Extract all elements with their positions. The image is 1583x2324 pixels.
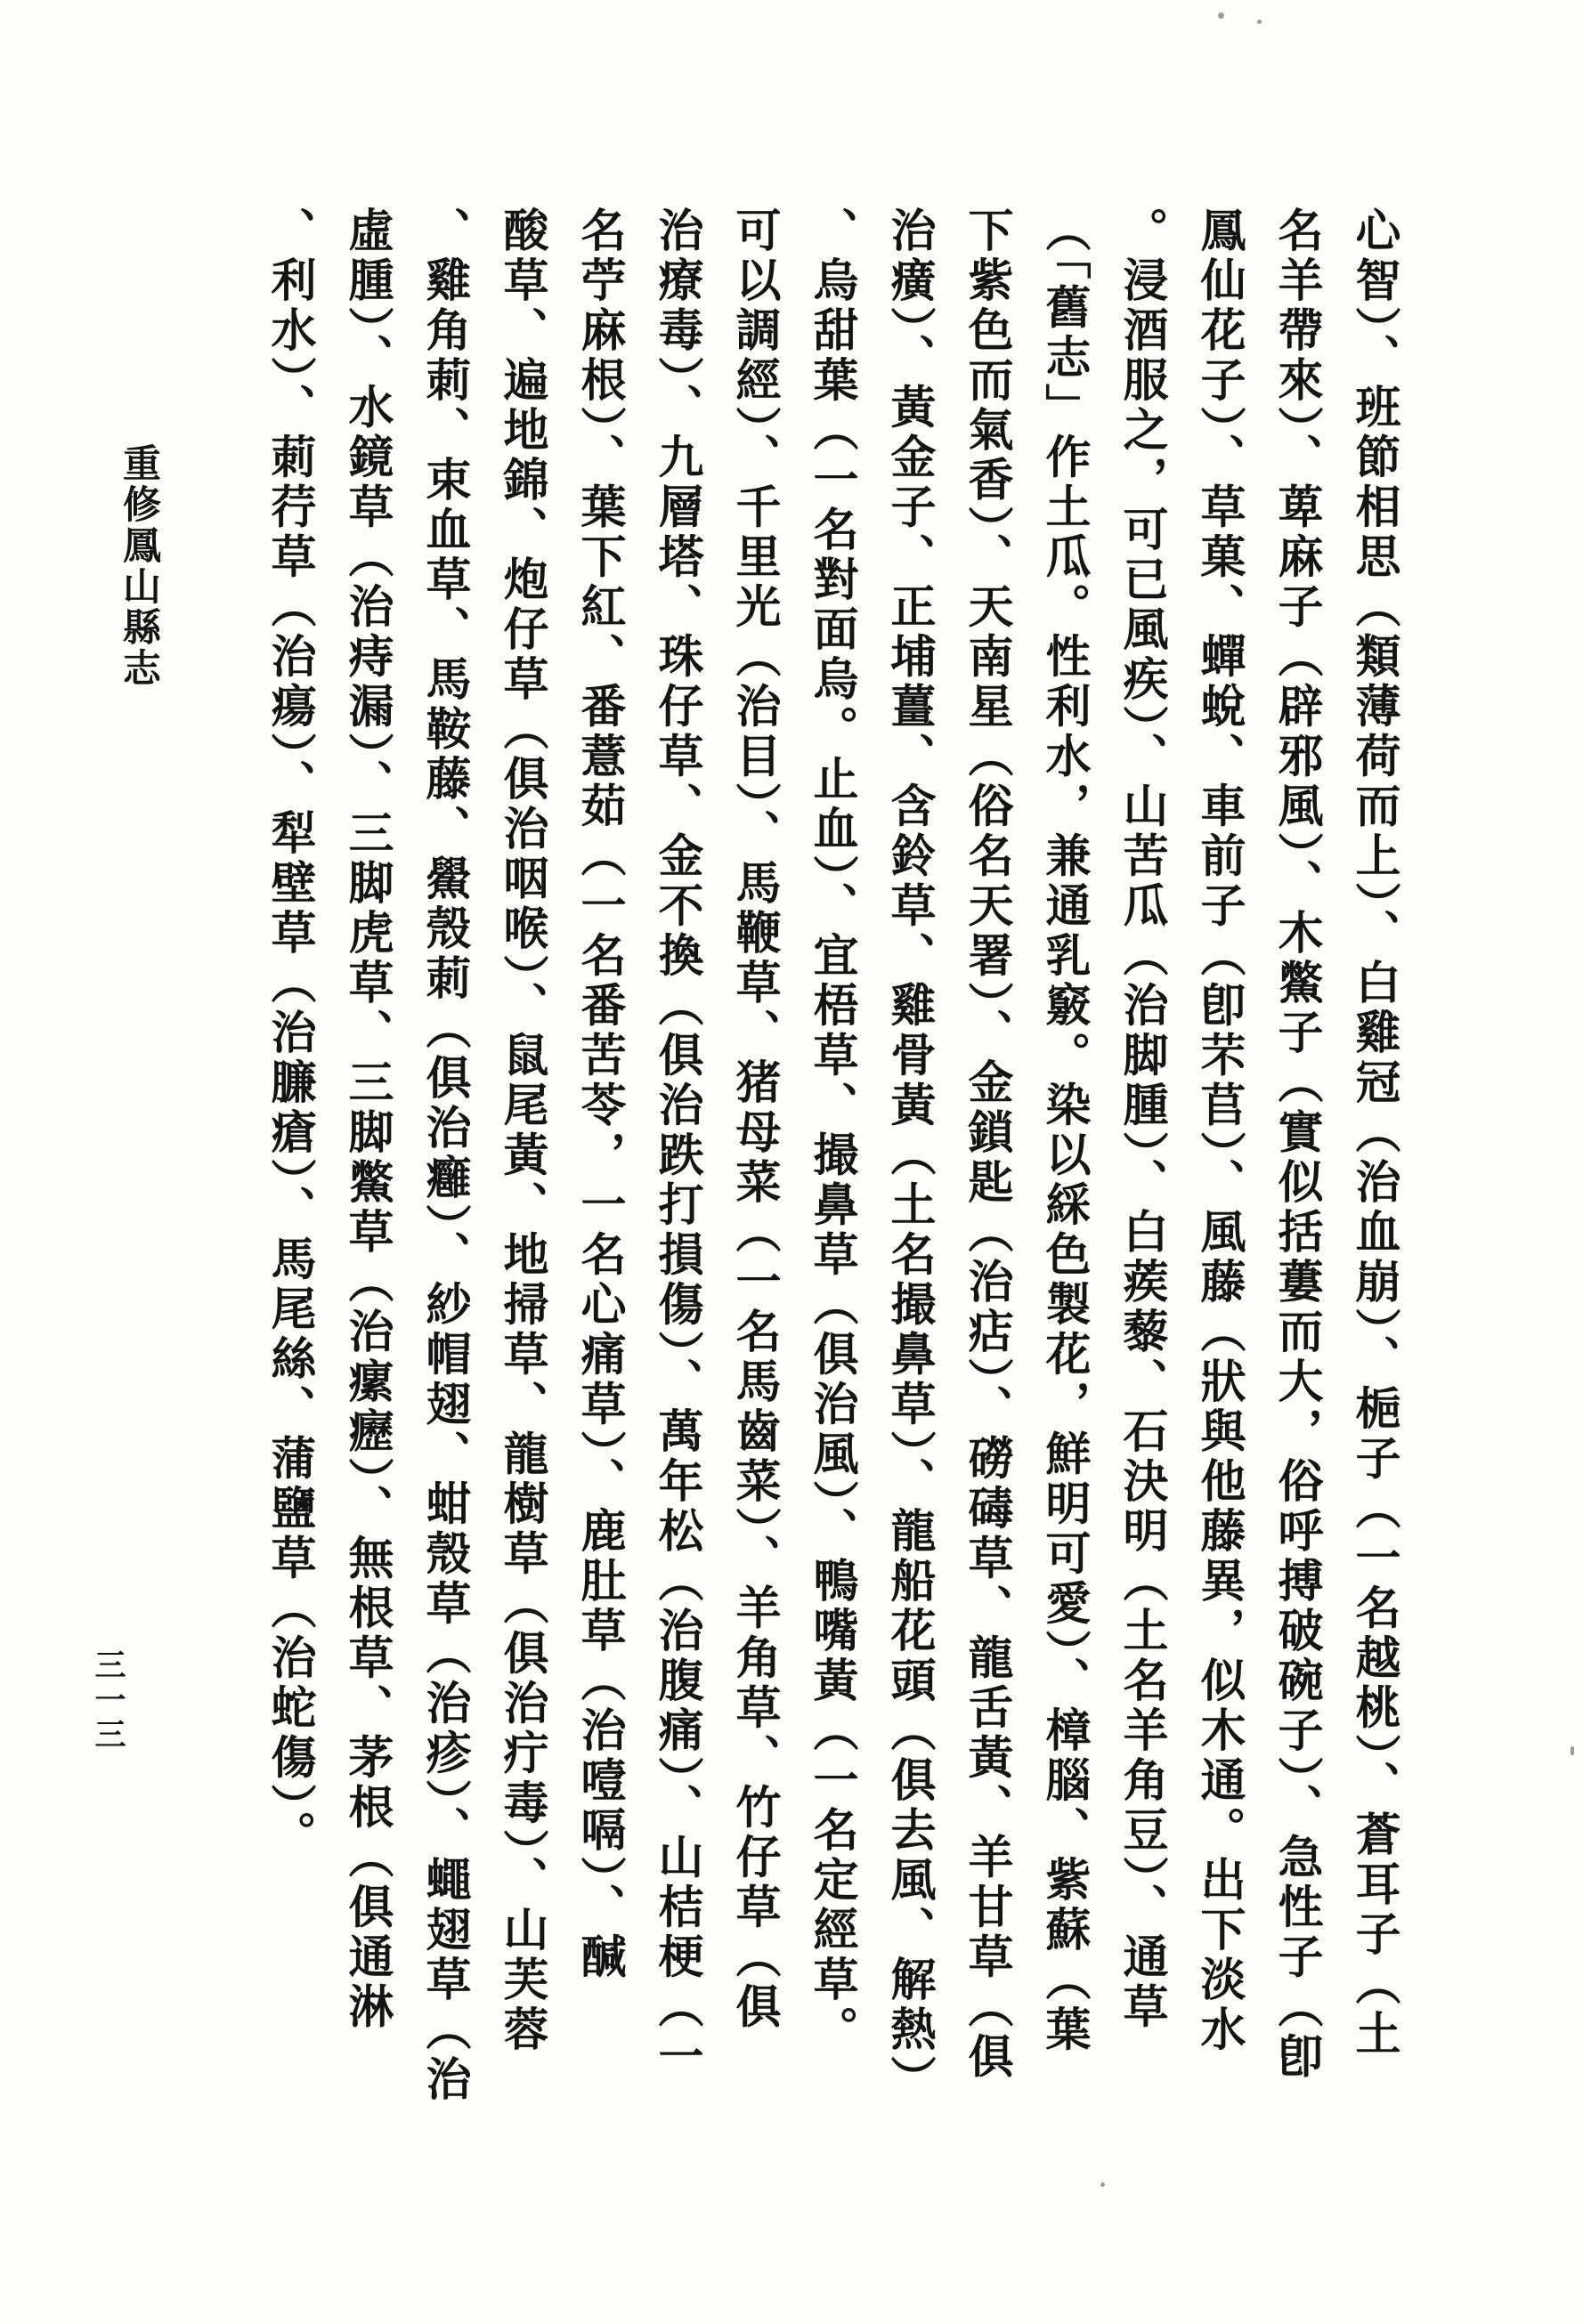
text-column-8: 、烏甜葉（一名對面烏。止血）、宜梧草、撮鼻草（俱治風）、鴨嘴黃（一名定經草。 [806,206,856,2055]
scan-artifact [1100,2182,1105,2187]
text-column-1: 心智）、班節相思（類薄荷而上）、白雞冠（治血崩）、梔子（一名越桃）、蒼耳子（土 [1348,206,1398,2060]
page-number: 三一三 [91,1648,126,1753]
text-column-5: （「舊志」作土瓜。性利水，兼通乳竅。染以綵色製花，鮮明可愛）、樟腦、紫蘇（葉 [1038,206,1088,2055]
text-column-14: 虛腫）、水鏡草（治痔漏）、三脚虎草、三脚鱉草（治瘰癧）、無根草、茅根（俱通淋 [341,206,391,2033]
text-column-13: 、雞角莿、束血草、馬鞍藤、鱟殼莿（俱治癰）、紗帽翅、蚶殼草（治疹）、蠅翅草（治 [418,206,468,2105]
text-column-9: 可以調經）、千里光（治目）、馬鞭草、猪母菜（一名馬齒菜）、羊角草、竹仔草（俱 [728,206,778,2033]
text-column-6: 下紫色而氣香）、天南星（俗名天署）、金鎖匙（治痁）、磱碡草、龍舌黃、羊甘草（俱 [961,206,1011,2083]
text-column-3: 鳳仙花子）、草菓、蟬蛻、車前子（卽芣苢）、風藤（狀與他藤異，似木通。出下淡水 [1193,206,1243,2055]
scan-artifact [1257,20,1262,24]
scan-artifact [1571,1746,1574,1755]
text-column-7: 治癀）、黃金子、正埔薑、含鈴草、雞骨黃（土名撮鼻草）、龍船花頭（俱去風、解熱） [883,206,933,2105]
text-column-2: 名羊帶來）、萆麻子（辟邪風）、木鱉子（實似括蔞而大，俗呼搏破碗子）、急性子（卽 [1270,206,1320,2083]
book-title: 重修鳳山縣志 [118,443,159,689]
text-column-4: 。浸酒服之，可已風疾）、山苦瓜（治脚腫）、白蒺藜、石決明（土名羊角豆）、通草 [1116,206,1165,2033]
text-column-12: 酸草、遍地錦、炮仔草（俱治咽喉）、鼠尾黃、地掃草、龍樹草（俱治疔毒）、山芙蓉 [496,206,546,2055]
scan-artifact [1218,12,1224,19]
text-column-11: 名苧麻根）、葉下紅、番薏茹（一名番苦苓，一名心痛草）、鹿肚草（治噎嗝）、醎 [573,206,623,1983]
text-column-15: 、利水）、莿荇草（治瘍）、犁壁草（治臁瘡）、馬尾絲、蒲鹽草（治蛇傷）。 [264,206,313,1860]
main-text-block [249,206,1411,2207]
text-column-10: 治療毒）、九層塔、珠仔草、金不換（俱治跌打損傷）、萬年松（治腹痛）、山桔梗（一 [651,206,701,2083]
